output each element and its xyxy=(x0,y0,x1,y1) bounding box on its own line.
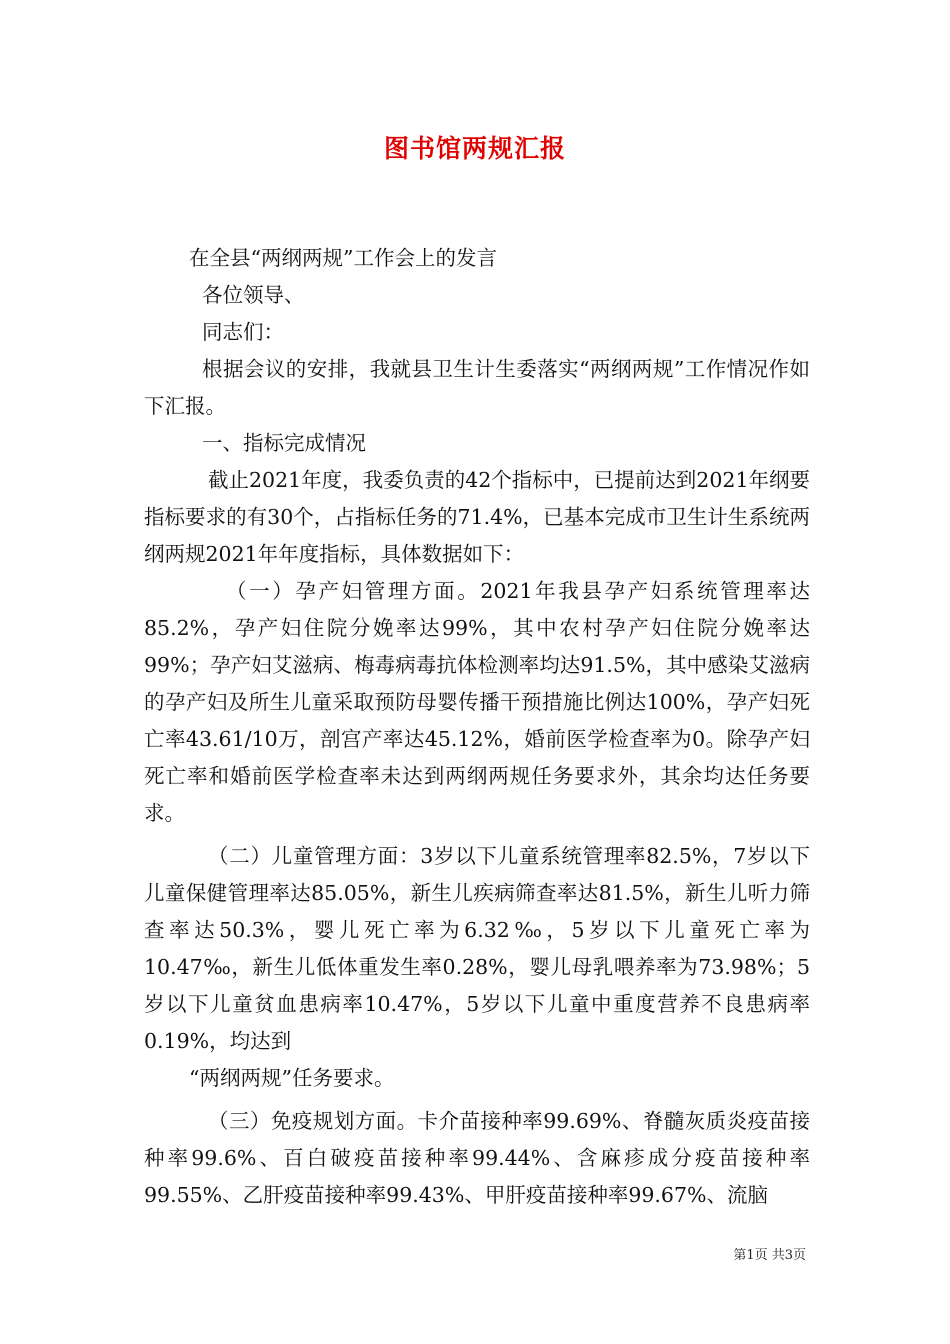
document-title: 图书馆两规汇报 xyxy=(383,134,566,163)
paragraph-child: （二）儿童管理方面：3岁以下儿童系统管理率82.5%，7岁以下儿童保健管理率达85.05%，新生儿疾病筛查率达81.5%，新生儿听力筛查率达50.3%，婴儿死亡率为6.32‰，5岁以下儿童死亡率为10.47‰，新生儿低体重发生率0.28%，婴儿母乳喂养率为73.98%；5岁以下儿童贫血患病率10.47%，5岁以下儿童中重度营养不良患病率0.19%，均达到 xyxy=(144,844,810,1053)
paragraph-summary: 截止2021年度，我委负责的42个指标中，已提前达到2021年纲要指标要求的有30个，占指标任务的71.4%，已基本完成市卫生计生系统两纲两规2021年年度指标，具体数据如下： xyxy=(144,468,810,566)
speech-heading: 在全县“两纲两规”工作会上的发言 xyxy=(189,246,497,270)
paragraph-immunization: （三）免疫规划方面。卡介苗接种率99.69%、脊髓灰质炎疫苗接种率99.6%、百白破疫苗接种率99.44%、含麻疹成分疫苗接种率99.55%、乙肝疫苗接种率99.43%、甲肝疫苗接种率99.67%、流脑 xyxy=(144,1109,810,1207)
salutation-comrades: 同志们： xyxy=(202,320,284,344)
page-indicator: 第1页 共3页 xyxy=(733,1248,806,1263)
paragraph-maternal: （一）孕产妇管理方面。2021年我县孕产妇系统管理率达85.2%，孕产妇住院分娩率达99%，其中农村孕产妇住院分娩率达99%；孕产妇艾滋病、梅毒病毒抗体检测率均达91.5%，其中感染艾滋病的孕产妇及所生儿童采取预防母婴传播干预措施比例达100%，孕产妇死亡率43.61/10万，剖宫产率达45.12%，婚前医学检查率为0。除孕产妇死亡率和婚前医学检查率未达到两纲两规任务要求外，其余均达任务要求。 xyxy=(144,579,810,825)
document-body xyxy=(144,240,810,1214)
salutation-leaders: 各位领导、 xyxy=(202,283,305,307)
paragraph-intro: 根据会议的安排，我就县卫生计生委落实“两纲两规”工作情况作如下汇报。 xyxy=(144,357,810,418)
section-heading-1: 一、指标完成情况 xyxy=(202,431,366,455)
paragraph-child-tail: “两纲两规”任务要求。 xyxy=(189,1066,395,1090)
